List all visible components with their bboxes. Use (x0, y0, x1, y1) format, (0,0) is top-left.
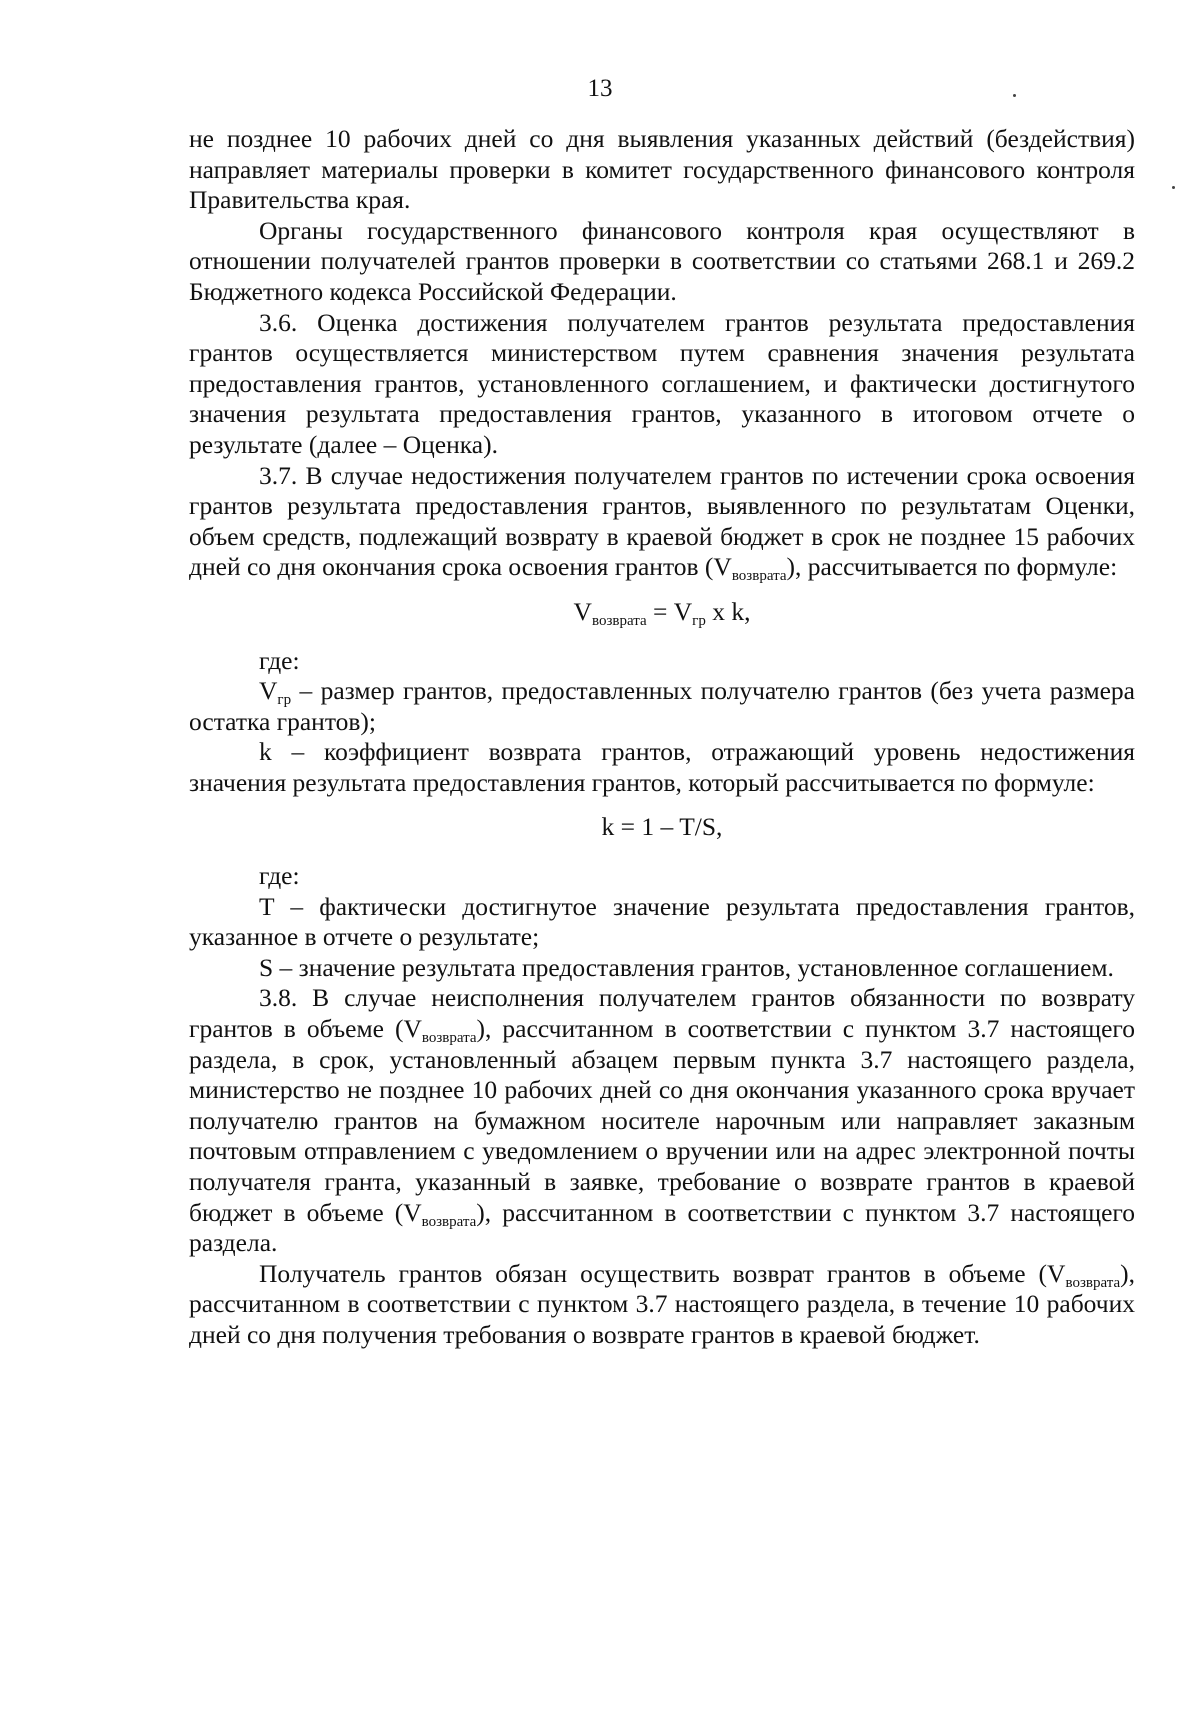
definition-k: k – коэффициент возврата грантов, отражающий уровень недостижения значения результата предоставления грантов, который рассчитывается по формуле: (189, 737, 1135, 797)
formula-k: k = 1 – T/S, (601, 812, 723, 842)
scan-speck (1172, 186, 1175, 189)
formula-v-return: $V_{возврата} = V_{гр}$ x k, (573, 596, 751, 629)
definition-s: S – значение результата предоставления грантов, установленное соглашением. (259, 952, 1114, 982)
scan-speck (1013, 94, 1016, 97)
paragraph-recipient-obligation: Получатель грантов обязан осуществить возврат грантов в объеме $(V_{возврата})$, рассчитанном в соответствии с пунктом 3.7 настоящего раздела, в течение 10 рабочих дней со дня получения требования о возврате грантов в краевой бюджет. (189, 1258, 1135, 1349)
paragraph-3-7: 3.7. В случае недостижения получателем грантов по истечении срока освоения грантов результата предоставления грантов, выявленного по результатам Оценки, объем средств, подлежащий возврату в краевой бюджет в срок не позднее 15 рабочих дней со дня окончания срока освоения грантов $(V_{возврата})$, рассчитывается по формуле: (189, 460, 1135, 585)
paragraph-3-8: 3.8. В случае неисполнения получателем грантов обязанности по возврату грантов в объеме $(V_{возврата})$, рассчитанном в соответствии с пунктом 3.7 настоящего раздела, в срок, установленный абзацем первым пункта 3.7 настоящего раздела, министерство не позднее 10 рабочих дней со дня окончания указанного срока вручает получателю грантов на бумажном носителе нарочным или направляет заказным почтовым отправлением с уведомлением о вручении или на адрес электронной почты получателя гранта, указанный в заявке, требование о возврате грантов в краевой бюджет в объеме $(V_{возврата})$, рассчитанном в соответствии с пунктом 3.7 настоящего раздела. (189, 983, 1135, 1258)
page-number: 13 (587, 75, 613, 102)
paragraph-3-6: 3.6. Оценка достижения получателем грантов результата предоставления грантов осуществляется министерством путем сравнения значения результата предоставления грантов, установленного соглашением, и фактически достигнутого значения результата предоставления грантов, указанного в итоговом отчете о результате (далее – Оценка). (189, 307, 1135, 459)
definition-t: T – фактически достигнутое значение результата предоставления грантов, указанное в отчете о результате; (189, 891, 1135, 952)
paragraph-continuation: не позднее 10 рабочих дней со дня выявления указанных действий (бездействия) направляет материалы проверки в комитет государственного финансового контроля Правительства края. (189, 124, 1135, 215)
where-label: где: (259, 645, 300, 675)
definition-vgr: $V_{гр}$ – размер грантов, предоставленных получателю грантов (без учета размера остатка грантов); (189, 676, 1135, 736)
where-label: где: (259, 861, 300, 891)
document-body (189, 124, 1135, 1351)
paragraph-control-bodies: Органы государственного финансового контроля края осуществляют в отношении получателей грантов проверки в соответствии со статьями 268.1 и 269.2 Бюджетного кодекса Российской Федерации. (189, 215, 1135, 306)
